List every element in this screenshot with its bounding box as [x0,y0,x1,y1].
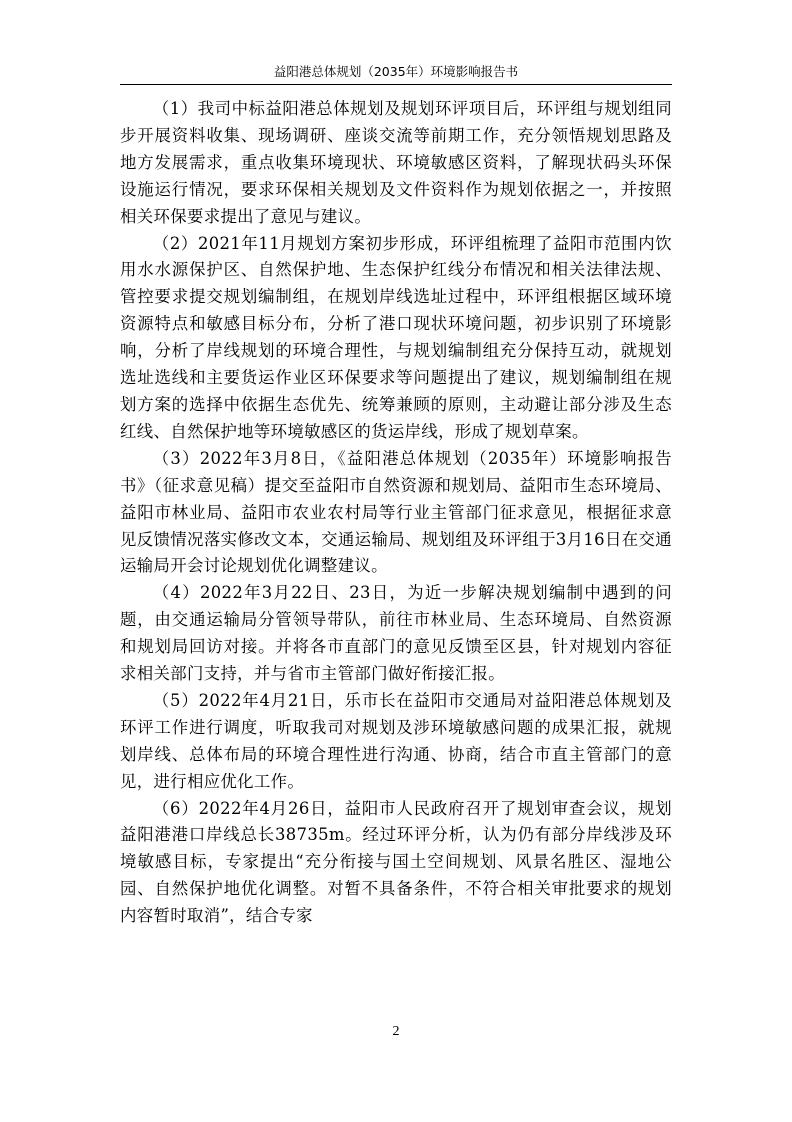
paragraph-1: （1）我司中标益阳港总体规划及规划环评项目后，环评组与规划组同步开展资料收集、现场调研、座谈交流等前期工作，充分领悟规划思路及地方发展需求，重点收集环境现状、环境敏感区资料，了解现状码头环保设施运行情况，要求环保相关规划及文件资料作为规划依据之一，并按照相关环保要求提出了意见与建议。 [120,99,672,226]
paragraph-2: （2）2021年11月规划方案初步形成，环评组梳理了益阳市范围内饮用水水源保护区、自然保护地、生态保护红线分布情况和相关法律法规、管控要求提交规划编制组，在规划岸线选址过程中，环评组根据区域环境资源特点和敏感目标分布，分析了港口现状环境问题，初步识别了环境影响，分析了岸线规划的环境合理性，与规划编制组充分保持互动，就规划选址选线和主要货运作业区环保要求等问题提出了建议，规划编制组在规划方案的选择中依据生态优先、统筹兼顾的原则，主动避让部分涉及生态红线、自然保护地等环境敏感区的货运岸线，形成了规划草案。 [120,233,672,441]
page-number: 2 [392,1024,400,1039]
paragraph-4: （4）2022年3月22日、23日，为近一步解决规划编制中遇到的问题，由交通运输局分管领导带队，前往市林业局、生态环境局、自然资源和规划局回访对接。并将各市直部门的意见反馈至区县，针对规划内容征求相关部门支持，并与省市主管部门做好衔接汇报。 [120,583,672,684]
paragraph-5: （5）2022年4月21日，乐市长在益阳市交通局对益阳港总体规划及环评工作进行调度，听取我司对规划及涉环境敏感问题的成果汇报，就规划岸线、总体布局的环境合理性进行沟通、协商，结合市直主管部门的意见，进行相应优化工作。 [120,690,672,791]
paragraph-6: （6）2022年4月26日，益阳市人民政府召开了规划审查会议，规划益阳港港口岸线总长38735m。经过环评分析，认为仍有部分岸线涉及环境敏感目标，专家提出“充分衔接与国土空间规划、风景名胜区、湿地公园、自然保护地优化调整。对暂不具备条件，不符合相关审批要求的规划内容暂时取消”，结合专家 [120,798,672,926]
paragraph-3: （3）2022年3月8日，《益阳港总体规划（2035年）环境影响报告书》（征求意见稿）提交至益阳市自然资源和规划局、益阳市生态环境局、益阳市林业局、益阳市农业农村局等行业主管部门征求意见，根据征求意见反馈情况落实修改文本，交通运输局、规划组及环评组于3月16日在交通运输局开会讨论规划优化调整建议。 [120,448,672,576]
header-divider [120,84,672,85]
page-header-title: 益阳港总体规划（2035年）环境影响报告书 [273,64,519,79]
document-body [120,96,672,930]
